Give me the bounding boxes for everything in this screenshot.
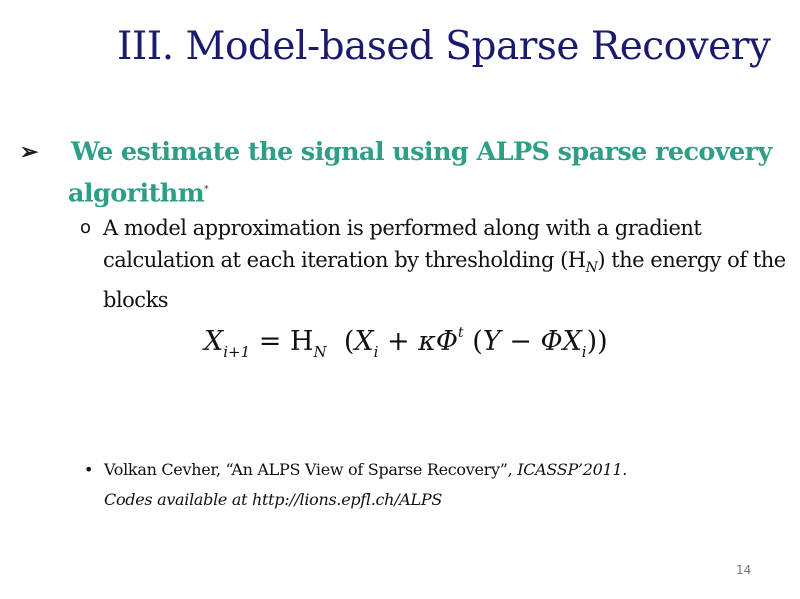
dot-bullet-icon: • — [84, 460, 94, 479]
equation-body: ($X_i + \kappa\Phi^t$ $(Y - \Phi X_i)$) — [335, 325, 608, 361]
page-number: 14 — [736, 563, 752, 577]
reference-author: Volkan Cevher, “An ALPS View of Sparse Recovery”, — [104, 460, 518, 479]
sub-bullet-text-after: ) the energy of the blocks — [103, 248, 786, 313]
arrow-bullet-icon: ➢ — [20, 139, 38, 165]
main-bullet-line2 — [68, 172, 208, 213]
reference-codes: Codes available at http://lions.epfl.ch/ALPS — [104, 490, 442, 509]
equation-lhs-sub: i+1 — [223, 343, 251, 361]
footnote-mark: * — [204, 185, 208, 195]
slide-title: III. Model-based Sparse Recovery — [117, 24, 771, 69]
reference-line1 — [104, 455, 627, 485]
sub-bullet-text — [103, 212, 793, 316]
sub-bullet-subscript: N — [585, 260, 598, 277]
equation-equals: = — [258, 326, 282, 357]
reference-venue: ICASSP’2011. — [517, 460, 628, 479]
circle-bullet-icon: o — [80, 217, 91, 238]
equation-operator-sub: N — [313, 343, 327, 361]
equation-operator: H — [289, 326, 314, 357]
main-bullet-line1: We estimate the signal using ALPS sparse recovery — [71, 137, 772, 167]
equation-lhs: X — [204, 326, 224, 357]
main-bullet-line2-text: algorithm — [68, 178, 205, 209]
sub-bullet-text-before: A model approximation is performed along with a gradient calculation at each iteration by thresholding (H — [103, 216, 702, 272]
update-equation — [204, 325, 608, 361]
